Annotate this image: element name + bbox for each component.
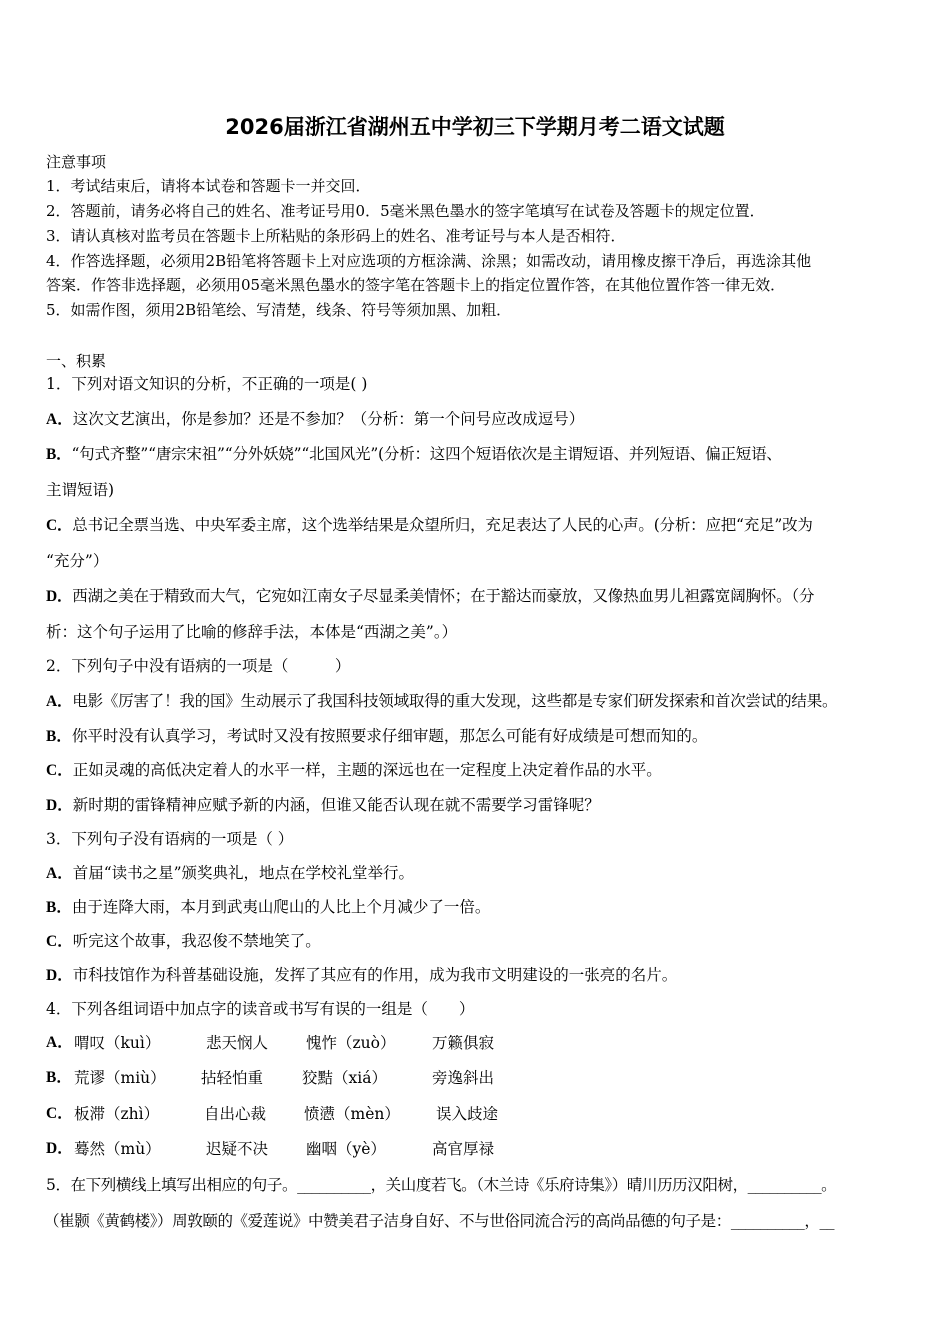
q1-option-d xyxy=(46,585,814,608)
option-text: 市科技馆作为科普基础设施，发挥了其应有的作用，成为我市文明建设的一张亮的名片。 xyxy=(72,966,678,984)
option-label: A． xyxy=(46,865,73,882)
q1-option-d-cont: 析：这个句子运用了比喻的修辞手法，本体是“西湖之美”。） xyxy=(46,623,458,641)
q2-option-c xyxy=(46,759,662,782)
option-text: 电影《厉害了！我的国》生动展示了我国科技领域取得的重大发现，这些都是专家们研发探索和首次尝试的结果。 xyxy=(72,692,838,710)
option-text: 由于连降大雨，本月到武夷山爬山的人比上个月减少了一倍。 xyxy=(71,898,491,916)
notice-item-1: 1．考试结束后，请将本试卷和答题卡一并交回． xyxy=(46,177,371,195)
option-label: B． xyxy=(46,446,72,463)
option-label: B． xyxy=(46,899,72,916)
q4-word-2: 悲天悯人 xyxy=(206,1034,269,1052)
option-text: 新时期的雷锋精神应赋予新的内涵，但谁又能否认现在就不需要学习雷锋呢？ xyxy=(72,796,600,814)
q3-option-c xyxy=(46,930,321,953)
option-label: B． xyxy=(46,728,72,745)
q2-option-d xyxy=(46,794,600,817)
notice-item-5: 5．如需作图，须用2B铅笔绘、写清楚，线条、符号等须加黑、加粗． xyxy=(46,301,512,319)
notice-item-4-cont: 答案．作答非选择题，必须用05毫米黑色墨水的签字笔在答题卡上的指定位置作答，在其他位置作答一律无效． xyxy=(46,276,786,294)
q4-word-3: 狡黠（xiá） xyxy=(302,1069,387,1087)
q3-option-a xyxy=(46,862,414,885)
option-label: A． xyxy=(46,411,73,428)
q4-word-3: 愤懑（mèn） xyxy=(304,1105,400,1123)
option-label: D． xyxy=(46,967,73,984)
q1-option-c-cont: “充分”） xyxy=(46,552,109,570)
option-text: 这次文艺演出，你是参加？还是不参加？（分析：第一个问号应改成逗号） xyxy=(72,410,585,428)
q4-word-4: 高官厚禄 xyxy=(432,1140,495,1158)
q4-word-1: 蓦然（mù） xyxy=(74,1140,161,1158)
notice-item-2: 2．答题前，请务必将自己的姓名、准考证号用0．5毫米黑色墨水的签字笔填写在试卷及答题卡的规定位置． xyxy=(46,202,765,220)
option-label: C． xyxy=(46,762,73,779)
option-label: D． xyxy=(46,1140,73,1157)
q4-word-2: 自出心裁 xyxy=(204,1105,267,1123)
page-title: 2026届浙江省湖州五中学初三下学期月考二语文试题 xyxy=(225,115,725,139)
option-label: D． xyxy=(46,588,73,605)
option-text: 你平时没有认真学习，考试时又没有按照要求仔细审题，那怎么可能有好成绩是可想而知的。 xyxy=(71,727,708,745)
q5-line-1: 5．在下列横线上填写出相应的句子。__________，关山度若飞。（木兰诗《乐府诗集》）晴川历历汉阳树，__________。 xyxy=(46,1176,837,1194)
option-text: 西湖之美在于精致而大气，它宛如江南女子尽显柔美情怀；在于豁达而豪放，又像热血男儿袒露宽阔胸怀。（分 xyxy=(72,587,815,605)
q4-stem: 4．下列各组词语中加点字的读音或书写有误的一组是（ ） xyxy=(46,1000,475,1018)
option-text: 听完这个故事，我忍俊不禁地笑了。 xyxy=(72,932,321,950)
option-text: 正如灵魂的高低决定着人的水平一样，主题的深远也在一定程度上决定着作品的水平。 xyxy=(72,761,662,779)
q2-option-a xyxy=(46,690,837,713)
q5-line-2: （崔颢《黄鹤楼》）周敦颐的《爱莲说》中赞美君子洁身自好、不与世俗同流合污的高尚品德的句子是：__________，__ xyxy=(44,1212,835,1230)
option-text: 首届“读书之星”颁奖典礼，地点在学校礼堂举行。 xyxy=(72,864,415,882)
option-label: C． xyxy=(46,517,73,534)
q4-word-4: 旁逸斜出 xyxy=(432,1069,495,1087)
q4-word-1: 荒谬（miù） xyxy=(74,1069,166,1087)
option-text: 总书记全票当选、中央军委主席，这个选举结果是众望所归，充足表达了人民的心声。(分析：应把“充足”改为 xyxy=(72,516,813,534)
q1-option-a xyxy=(46,408,584,431)
notice-heading: 注意事项 xyxy=(46,153,107,171)
q4-word-1: 板滞（zhì） xyxy=(74,1105,160,1123)
q3-option-b xyxy=(46,896,490,919)
option-label: A． xyxy=(46,693,73,710)
option-label: B． xyxy=(46,1069,72,1086)
option-label: A． xyxy=(46,1034,73,1051)
q4-word-4: 误入歧途 xyxy=(436,1105,499,1123)
q1-option-b-cont: 主谓短语) xyxy=(46,481,115,499)
notice-item-3: 3．请认真核对监考员在答题卡上所粘贴的条形码上的姓名、准考证号与本人是否相符． xyxy=(46,227,626,245)
q4-word-2: 迟疑不决 xyxy=(206,1140,269,1158)
q4-word-3: 幽咽（yè） xyxy=(306,1140,386,1158)
option-label: C． xyxy=(46,1105,73,1122)
q2-stem: 2．下列句子中没有语病的一项是（ ） xyxy=(46,657,351,675)
q4-word-1: 喟叹（kuì） xyxy=(74,1034,161,1052)
q4-word-2: 拈轻怕重 xyxy=(201,1069,264,1087)
q2-option-b xyxy=(46,725,707,748)
option-label: C． xyxy=(46,933,73,950)
q4-word-3: 愧怍（zuò） xyxy=(306,1034,396,1052)
option-label: D． xyxy=(46,797,73,814)
q1-option-b xyxy=(46,443,782,466)
q3-option-d xyxy=(46,964,677,987)
q4-word-4: 万籁俱寂 xyxy=(432,1034,495,1052)
q1-stem: 1．下列对语文知识的分析，不正确的一项是( ) xyxy=(46,375,368,393)
q3-stem: 3．下列句子没有语病的一项是（ ） xyxy=(46,830,294,848)
notice-item-4: 4．作答选择题，必须用2B铅笔将答题卡上对应选项的方框涂满、涂黑；如需改动，请用橡皮擦干净后，再选涂其他 xyxy=(46,252,812,270)
option-text: “句式齐整”“唐宗宋祖”“分外妖娆”“北国风光”(分析：这四个短语依次是主谓短语、并列短语、偏正短语、 xyxy=(71,445,782,463)
section-heading: 一、积累 xyxy=(46,352,107,370)
q1-option-c xyxy=(46,514,813,537)
